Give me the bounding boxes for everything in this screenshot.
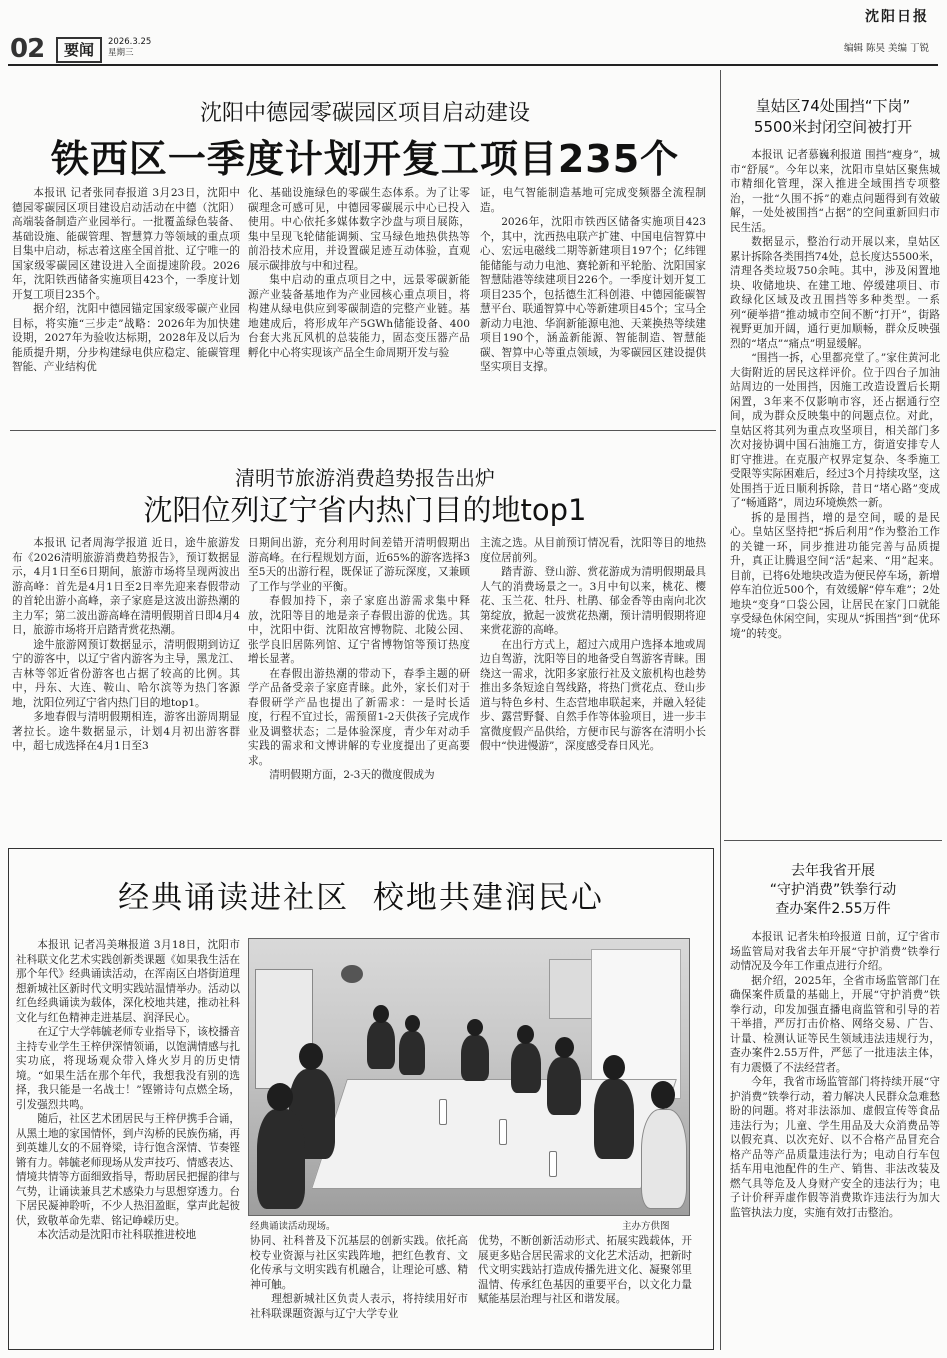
- paragraph: 化、基础设施绿色的零碳生态体系。为了让零碳理念可感可见，中德园零碳展示中心已投入使用。中心依托多媒体数字沙盘与项目展陈，集中呈现飞轮储能调频、宝马绿色地热供热等前沿技术应用，并设置碳足迹互动体验，直观展示碳排放与中和过程。: [248, 187, 470, 272]
- photo-credit: 主办方供图: [622, 1221, 670, 1232]
- paragraph: 随后，社区艺术团居民与王梓伊携手合诵，从黑土地的家国情怀，到卢沟桥的民族伤痛，再到英雄儿女的不屈脊梁，诗行饱含深情、节奏铿锵有力。韩毓老师现场从发声技巧、情感表达、情境共情等方面细致指导，帮助居民把握韵律与气势，让诵读兼具艺术感染力与思想穿透力。台下居民凝神聆听，不少人热泪盈眶，掌声此起彼伏，致敬革命先辈、铭记峥嵘历史。: [16, 1113, 240, 1227]
- paragraph: 今年，我省市场监管部门将持续开展“守护消费”铁拳行动，着力解决人民群众急难愁盼的问题。将对非法添加、虚假宣传等食品违法行为；儿童、学生用品及大众消费品等以假充真、以次充好、以不合格产品冒充合格产品等产品质量违法行为；电动自行车包括车用电池配件的生产、销售、非法改装及燃气具等危及人身财产安全的违法行为；电子计价秤弄虚作假等消费欺诈违法行为加大监管执法力度，实施有效打击整治。: [730, 1076, 940, 1219]
- section-label: 要闻: [56, 37, 102, 63]
- paragraph: 在出行方式上，超过六成用户选择本地或周边自驾游，沈阳等目的地备受自驾游客青睐。围绕这一需求，沈阳多家旅行社及文旅机构也趁势推出多条短途自驾线路，将热门赏花点、登山步道与特色乡村、生态营地串联起来，并融入轻徒步、露营野餐、自然手作等体验项目，进一步丰富微度假产品供给，方便市民与游客在清明小长假中“快进慢游”，深度感受春日风光。: [480, 638, 706, 752]
- paragraph: 本报讯 记者慕巍利报道 围挡“瘦身”，城市“舒展”。今年以来，沈阳市皇姑区聚焦城市精细化管理，深入推进全域围挡专项整治，一批“久围不拆”的难点问题得到有效破解，一处处被围挡“占据”的空间重新回归市民生活。: [730, 149, 940, 234]
- attendee-head-graphic: [373, 1005, 389, 1023]
- photo-caption: 经典诵读活动现场。: [250, 1221, 336, 1232]
- paragraph: 证，电气智能制造基地可完成变频器全流程制造。: [480, 187, 706, 214]
- paragraph: 途牛旅游网预订数据显示，清明假期到访辽宁的游客中，以辽宁省内游客为主导，黑龙江、吉林等邻近省份游客也占据了较高的比例。其中，丹东、大连、鞍山、哈尔滨等为热门客源地，沈阳位列辽宁省内热门目的地top1。: [12, 638, 240, 709]
- attendee-head-graphic: [603, 1055, 625, 1080]
- weekday: 星期三: [108, 48, 134, 58]
- paragraph: 优势，不断创新活动形式、拓展实践载体，开展更多贴合居民需求的文化艺术活动，把新时代文明实践站打造成传播先进文化、凝聚邻里温情、传承红色基因的重要平台，以文化力量赋能基层治理与社区和谐发展。: [478, 1235, 692, 1305]
- article1-col2: [248, 186, 470, 420]
- divider: [10, 430, 716, 431]
- paragraph: 多地春假与清明假期相连，游客出游周期显著拉长。途牛数据显示，计划4月初出游客群中，超七成选择在4月1日至3: [12, 711, 240, 752]
- water-bottle-graphic: [439, 1099, 447, 1125]
- attendee-graphic: [399, 1031, 425, 1075]
- sidebar2-body: [730, 930, 940, 1350]
- newspaper-logo: 沈阳日报: [865, 9, 929, 25]
- sidebar1-body: [730, 148, 940, 832]
- attendee-graphic: [461, 1035, 489, 1081]
- article1-col3: [480, 186, 706, 420]
- divider: [724, 840, 942, 841]
- article1-kicker: 沈阳中德园零碳园区项目启动建设: [199, 101, 530, 126]
- paragraph: 据介绍，沈阳中德园锚定国家级零碳产业园目标，将实施“三步走”战略：2026年为加快建设期，2027年为验收达标期，2028年及以后为能质提升期，分步构建绿电供应稳定、能碳管理智能、产业结构优: [12, 303, 240, 373]
- article3-headline: 经典诵读进社区 校地共建润民心: [118, 880, 604, 916]
- article3-col2: [250, 1234, 468, 1346]
- paragraph: 理想新城社区负责人表示，将持续用好市社科联课题资源与辽宁大学专业: [250, 1293, 468, 1320]
- attendee-head-graphic: [405, 1015, 420, 1032]
- article2-col2: [248, 536, 470, 828]
- attendee-graphic: [511, 1043, 541, 1093]
- paragraph: 本报讯 记者周海学报道 近日，途牛旅游发布《2026清明旅游消费趋势报告》，预订数据显示，4月1日至6日期间，旅游市场将呈现两波出游高峰：首先是4月1日至2日率先迎来春假带动的首轮出游小高峰，亲子家庭是这波出游热潮的主力军；第二波出游高峰在清明假期首日即4月4日，旅游市场将开启踏青赏花热潮。: [12, 537, 240, 636]
- attendee-graphic: [641, 1109, 687, 1209]
- article2-headline: 沈阳位列辽宁省内热门目的地top1: [143, 493, 587, 527]
- paragraph: 在春假出游热潮的带动下，春季主题的研学产品备受亲子家庭青睐。此外，家长们对于春假研学产品也提出了新需求：一是时长适度，行程不宜过长，需预留1-2天供孩子完成作业及调整状态；二是体验深度，青少年对动手实践的需求和文博讲解的专业度提出了更高要求。: [248, 667, 470, 767]
- paragraph: 据介绍，2025年，全省市场监管部门在确保案件质量的基础上，开展“守护消费”铁拳行动，印发加强直播电商监管和引导的若干举措，严厉打击价格、网络交易、广告、计量、检测认证等民生领域违法违规行为，查办案件2.55万件，严惩了一批违法主体，有力震慑了不法经营者。: [730, 974, 940, 1074]
- paragraph: “围挡一拆，心里都亮堂了。”家住黄河北大街附近的居民这样评价。位于四台子加油站周边的一处围挡，因施工改造设置后长期闲置，3年来不仅影响市容，还占据通行空间，成为群众反映集中的问题点位。对此，皇姑区将其列为重点攻坚项目，相关部门多次对接协调中国石油施工方，街道安排专人盯守推进。在克服产权界定复杂、冬季施工受限等实际困难后，经过3个月持续攻坚，这处围挡于近日顺利拆除，昔日“堵心路”变成了“畅通路”，周边环境焕然一新。: [730, 352, 940, 509]
- article3-col3: [478, 1234, 692, 1346]
- paragraph: 2026年，沈阳市铁西区储备实施项目423个，其中，沈西热电联产扩建、中国电信智算中心、宏远电磁线二期等新建项目197个；亿纬锂能储能与动力电池、赛轮新和平轮胎、沈阳国家智慧陆港等续建项目226个。一季度计划开复工项目235个，包括德生汇科创港、中德园能碳智慧平台、联通智算中心等新建项目45个；宝马全新动力电池、华润新能源电池、天莱换热等续建项目190个，涵盖新能源、智能制造、智慧能碳、智算中心等重点领域，为零碳园区建设提供坚实项目支撑。: [480, 216, 706, 373]
- paragraph: 协同、社科普及下沉基层的创新实践。依托高校专业资源与社区实践阵地，把红色教育、文化传承与文明实践有机融合，让理论可感、精神可触。: [250, 1235, 468, 1291]
- paragraph: 日期间出游，充分利用时间差错开清明假期出游高峰。在行程规划方面，近65%的游客选择3至5天的出游行程，既保证了游玩深度，又兼顾了工作与学业的平衡。: [248, 537, 470, 593]
- article2-col3: [480, 536, 706, 828]
- editor-credits: 编辑 陈昊 美编 丁锐: [843, 43, 929, 54]
- paragraph: 春假加持下，亲子家庭出游需求集中释放，沈阳等目的地是亲子春假出游的优选。其中，沈阳中街、沈阳故宫博物院、北陵公园、张学良旧居陈列馆、辽宁省博物馆等预订热度增长显著。: [248, 595, 470, 665]
- paragraph: 拆的是围挡，增的是空间，暖的是民心。皇姑区坚持把“拆后利用”作为整治工作的关键一环，同步推进功能完善与品质提升，真正让腾退空间“活”起来、“用”起来。目前，已将6处地块改造为便民停车场，新增停车泊位近500个，有效缓解“停车难”；2处地块“变身”口袋公园，让居民在家门口就能享受绿色休闲空间，实现从“拆围挡”到“优环境”的转变。: [730, 511, 940, 640]
- paragraph: 数据显示，整治行动开展以来，皇姑区累计拆除各类围挡74处，总长度达5500米，清理各类垃圾750余吨。其中，涉及闲置地块、收储地块、在建工地、停缓建项目、市政绿化区域及改丑围挡等多种类型。一系列“硬举措”推动城市空间不断“打开”，街路视野更加开阔，通行更加顺畅，群众反映强烈的“堵点”“痛点”明显缓解。: [730, 236, 940, 350]
- article2-kicker: 清明节旅游消费趋势报告出炉: [235, 466, 495, 490]
- attendee-graphic: [257, 1109, 305, 1209]
- sidebar2-headline: 去年我省开展 “守护消费”铁拳行动 查办案件2.55万件: [769, 863, 897, 917]
- article1-col1: [12, 186, 240, 420]
- masthead-rule: [8, 64, 938, 66]
- attendee-head-graphic: [651, 1081, 675, 1109]
- date: 2026.3.25: [108, 37, 152, 47]
- attendee-graphic: [547, 1057, 581, 1115]
- window-graphic: [591, 949, 681, 1099]
- page-number: 02: [10, 34, 45, 64]
- attendee-head-graphic: [467, 1019, 483, 1036]
- attendee-head-graphic: [299, 1043, 323, 1070]
- emblem-graphic: [341, 965, 363, 983]
- water-bottle-graphic: [549, 1151, 557, 1177]
- paragraph: 踏青游、登山游、赏花游成为清明假期最具人气的消费场景之一。3月中旬以来，桃花、樱花、玉兰花、牡丹、杜鹃、郁金香等由南向北次第绽放，掀起一波赏花热潮，预计清明假期将迎来赏花游的高峰。: [480, 566, 706, 636]
- attendee-graphic: [594, 1079, 634, 1159]
- sidebar1-headline: 皇姑区74处围挡“下岗” 5500米封闭空间被打开: [753, 97, 913, 136]
- attendee-head-graphic: [517, 1025, 534, 1044]
- attendee-head-graphic: [267, 1083, 293, 1111]
- paragraph: 本报讯 记者张同春报道 3月23日，沈阳中德园零碳园区项目建设启动活动在中德（沈阳）高端装备制造产业园举行。一批覆盖绿色装备、基础设施、能碳管理、智慧算力等领域的重点项目集中启动，标志着这座全国首批、辽宁唯一的国家级零碳园区建设进入全面提速阶段。2026年，沈阳铁西储备实施项目423个，一季度计划开复工项目235个。: [12, 187, 240, 301]
- paragraph: 在辽宁大学韩毓老师专业指导下，该校播音主持专业学生王梓伊深情领诵，以饱满情感与扎实功底，将现场观众带入烽火岁月的历史情境。“如果生活在那个年代，我想我没有别的选择，我只能是一名战士！”铿锵诗句点燃全场，引发强烈共鸣。: [16, 1026, 240, 1111]
- paragraph: 本报讯 记者朱柏玲报道 日前，辽宁省市场监管局对我省去年开展“守护消费”铁拳行动情况及今年工作重点进行介绍。: [730, 931, 940, 972]
- event-photo: [248, 938, 690, 1216]
- article2-col1: [12, 536, 240, 828]
- water-bottle-graphic: [499, 1119, 507, 1145]
- article1-headline: 铁西区一季度计划开复工项目235个: [50, 137, 680, 181]
- paragraph: 集中启动的重点项目之中，远景零碳新能源产业装备基地作为产业园核心重点项目，将构建从绿电供应到零碳制造的完整产业链。基地建成后，将形成年产5GWh储能设备、400台套大兆瓦风机的总装能力，固态变压器产品孵化中心将实现该产品全生命周期开发与验: [248, 274, 470, 359]
- paragraph: 清明假期方面，2-3天的微度假成为: [269, 769, 435, 781]
- column-divider: [720, 70, 721, 1350]
- attendee-head-graphic: [555, 1037, 574, 1058]
- paragraph: 本次活动是沈阳市社科联推进校地: [37, 1229, 197, 1241]
- issue-date: [108, 37, 151, 59]
- attendee-graphic: [367, 1021, 395, 1069]
- paragraph: 主流之选。从目前预订情况看，沈阳等目的地热度位居前列。: [480, 537, 706, 564]
- paragraph: 本报讯 记者冯美琳报道 3月18日，沈阳市社科联文化艺术实践创新类课题《如果我生活在那个年代》经典诵读活动，在浑南区白塔街道理想新城社区新时代文明实践站温情举办。活动以红色经典诵读为载体，深化校地共建，推动社科文化与红色精神走进基层、润泽民心。: [16, 939, 240, 1024]
- article3-col1: [16, 938, 240, 1344]
